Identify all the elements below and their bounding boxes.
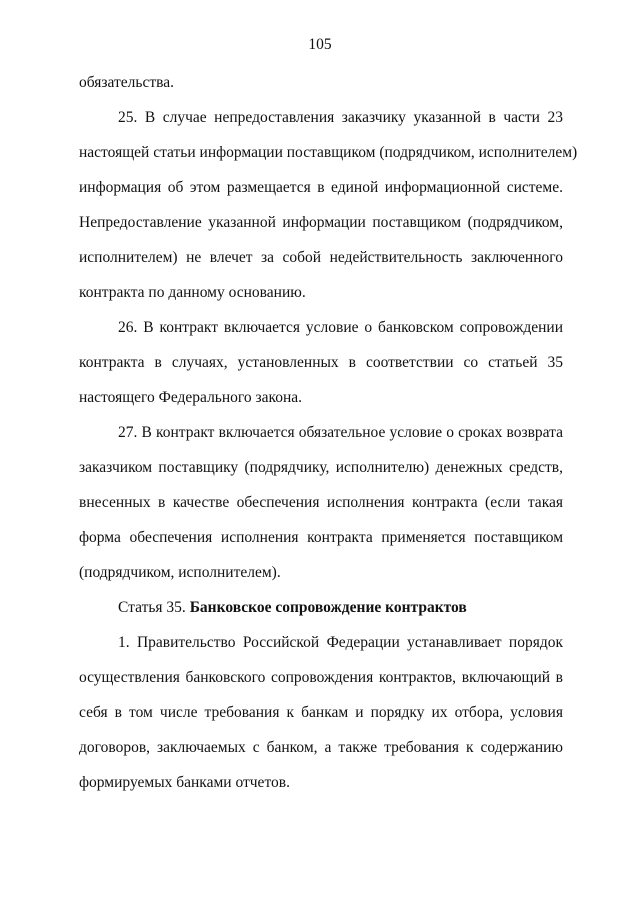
paragraph-25-line-5: исполнителем) не влечет за собой недействительность заключенного [79, 249, 563, 266]
paragraph-27-line-1: 27. В контракт включается обязательное условие о сроках возврата [118, 424, 563, 441]
paragraph-1-line-4: договоров, заключаемых с банком, а также требования к содержанию [79, 739, 563, 756]
article-title: Банковское сопровождение контрактов [189, 599, 467, 616]
paragraph-27-line-4: форма обеспечения исполнения контракта применяется поставщиком [79, 529, 563, 546]
paragraph-1-line-3: себя в том числе требования к банкам и порядку их отбора, условия [79, 704, 563, 721]
article-number: Статья 35. [118, 599, 190, 616]
page-number: 105 [308, 36, 332, 53]
paragraph-27-line-3: внесенных в качестве обеспечения исполнения контракта (если такая [79, 494, 563, 511]
paragraph-27-line-5: (подрядчиком, исполнителем). [79, 564, 281, 581]
paragraph-25-line-1: 25. В случае непредоставления заказчику указанной в части 23 [118, 109, 563, 126]
text-line: обязательства. [79, 74, 174, 91]
paragraph-1-line-1: 1. Правительство Российской Федерации устанавливает порядок [118, 634, 563, 651]
paragraph-27-line-2: заказчиком поставщику (подрядчику, исполнителю) денежных средств, [79, 459, 563, 476]
paragraph-26-line-3: настоящего Федерального закона. [79, 389, 303, 406]
paragraph-25-line-4: Непредоставление указанной информации поставщиком (подрядчиком, [79, 214, 563, 231]
article-heading [118, 598, 563, 618]
paragraph-26-line-1: 26. В контракт включается условие о банковском сопровождении [118, 319, 563, 336]
paragraph-1-line-5: формируемых банками отчетов. [79, 774, 290, 791]
paragraph-26-line-2: контракта в случаях, установленных в соответствии со статьей 35 [79, 354, 563, 371]
paragraph-1-line-2: осуществления банковского сопровождения контрактов, включающий в [79, 669, 563, 686]
paragraph-25-line-2: настоящей статьи информации поставщиком (подрядчиком, исполнителем) [79, 144, 578, 161]
paragraph-25-line-6: контракта по данному основанию. [79, 284, 306, 301]
paragraph-25-line-3: информация об этом размещается в единой информационной системе. [79, 179, 563, 196]
